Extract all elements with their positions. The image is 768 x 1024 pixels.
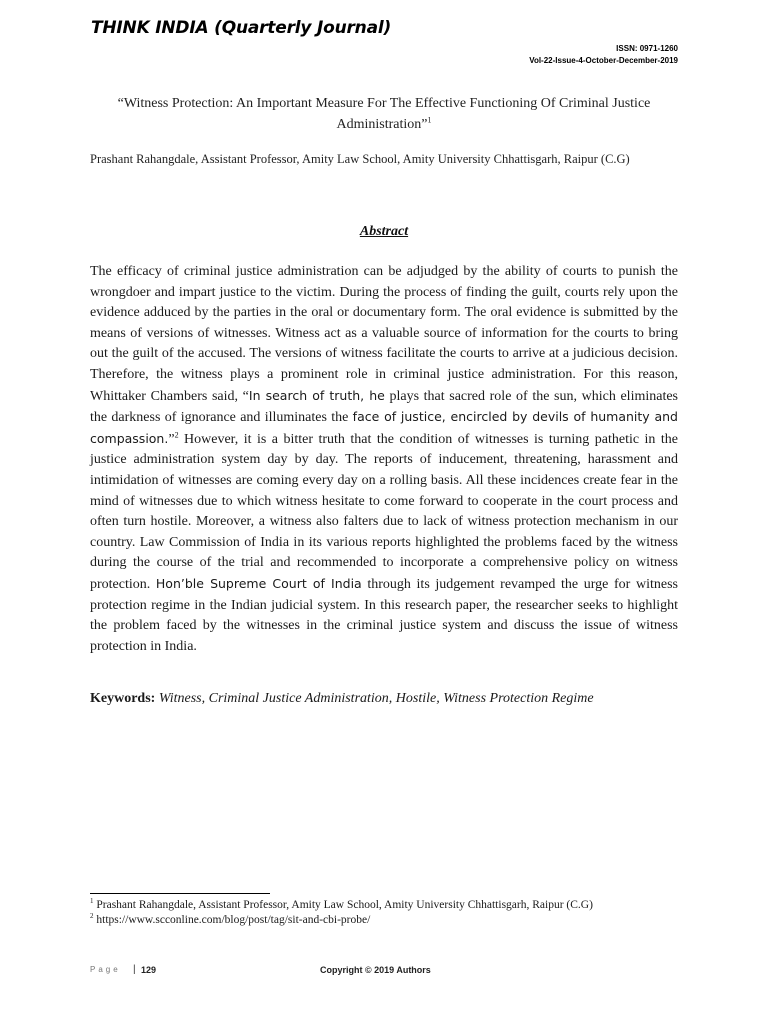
abstract-text-2: plays that sacred role of the sun, which eliminates the darkness of ignorance and illuminates the	[90, 388, 678, 426]
author-line: Prashant Rahangdale, Assistant Professor, Amity Law School, Amity University Chhattisgarh, Raipur (C.G)	[90, 152, 630, 166]
keywords-line	[90, 689, 678, 709]
page-separator: |	[133, 964, 136, 975]
footnote-1-mark: 1	[90, 897, 94, 906]
abstract-footnote-mark: 2	[174, 430, 179, 440]
footnotes	[90, 898, 690, 928]
footnote-2-mark: 2	[90, 912, 94, 921]
abstract-text-1: The efficacy of criminal justice administration can be adjudged by the ability of courts to punish the wrongdoer and impart justice to the victim. During the process of finding the guilt, courts rely upon the evidence adduced by the parties in the oral or documentary form. The oral evidence is submitted by the means of versions of witnesses. Witness act as a valuable source of information for the courts to bring out the guilt of the accused. The versions of witness facilitate the courts to arrive at a judicious decision. Therefore, the witness plays a prominent role in criminal justice administration. For this reason, Whittaker Chambers said, “	[90, 264, 678, 404]
abstract-text-4: However, it is a bitter truth that the condition of witnesses is turning pathetic in the justice administration system day by day. The reports of inducement, threatening, harassment and intimidation of witnesses are coming every day on a rolling basis. All these incidences create fear in the mind of witnesses due to which witness hesitate to come forward to cooperate in the court process and often turn hostile. Moreover, a witness also falters due to lack of witness protection mechanism in our country. Law Commission of India in its various reports highlighted the problems faced by the witness during the course of the trial and recommended to incorporate a comprehensive policy on witness protection.	[90, 431, 678, 592]
quote-text-2: face of justice, encircled by devils of humanity and compassion.	[90, 409, 678, 446]
title-footnote-mark: 1	[427, 115, 432, 125]
footnote-divider	[90, 893, 270, 894]
paper-title	[90, 93, 678, 135]
issn: ISSN: 0971-1260	[616, 44, 678, 53]
keywords-text: Witness, Criminal Justice Administration, Hostile, Witness Protection Regime	[158, 691, 594, 706]
copyright: Copyright © 2019 Authors	[320, 965, 431, 975]
court-text: Hon’ble Supreme Court of India	[155, 575, 362, 591]
abstract-heading: Abstract	[359, 224, 409, 239]
volume-info: Vol-22-Issue-4-October-December-2019	[529, 56, 678, 65]
footnote-2-link[interactable]: https://www.scconline.com/blog/post/tag/sit-and-cbi-probe/	[96, 914, 371, 926]
abstract-text-5: through its judgement revamped the urge for witness protection regime in the Indian judicial system. In this research paper, the researcher seeks to highlight the problem faced by the witnesses in the criminal justice system and discuss the issue of witness protection in India.	[90, 576, 678, 654]
paper-title-text: “Witness Protection: An Important Measure For The Effective Functioning Of Criminal Justice Administration”	[117, 96, 651, 132]
abstract-text-3: ”	[168, 431, 175, 447]
keywords-label: Keywords:	[90, 691, 156, 706]
journal-title: THINK INDIA (Quarterly Journal)	[91, 18, 392, 38]
page-label: Page	[90, 965, 121, 974]
page-number: 129	[141, 965, 157, 975]
footnote-1-text: Prashant Rahangdale, Assistant Professor, Amity Law School, Amity University Chhattisgarh, Raipur (C.G)	[96, 899, 593, 911]
footnote-1	[90, 898, 690, 913]
quote-text-1: In search of truth, he	[248, 387, 385, 403]
footnote-2	[90, 913, 690, 928]
abstract-body	[90, 262, 678, 657]
